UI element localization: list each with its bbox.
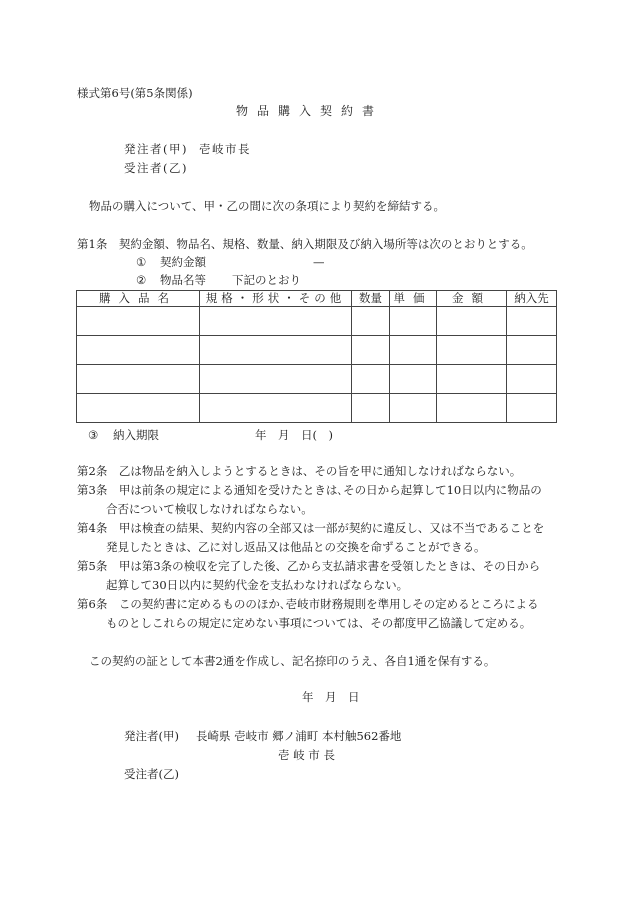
header-item-name: 購入品名	[77, 291, 200, 307]
item3-value: 年 月 日( )	[255, 428, 333, 442]
item1-number: ①	[136, 255, 147, 269]
header-orderer-name: 壱岐市長	[199, 142, 251, 156]
table-row	[77, 307, 557, 336]
cell-item-name[interactable]	[77, 365, 200, 394]
item2-label: 物品名等	[160, 273, 206, 287]
item3-label: 納入期限	[113, 428, 159, 442]
document-title: 物品購入契約書	[236, 104, 384, 118]
cell-specification[interactable]	[200, 336, 352, 365]
header-delivery-place: 納入先	[507, 291, 557, 307]
signature-orderer-label: 発注者(甲)	[124, 729, 179, 743]
table-row	[77, 336, 557, 365]
table-row	[77, 394, 557, 423]
cell-delivery-place[interactable]	[507, 365, 557, 394]
cell-specification[interactable]	[200, 394, 352, 423]
cell-specification[interactable]	[200, 307, 352, 336]
cell-delivery-place[interactable]	[507, 307, 557, 336]
signature-orderer-name: 壱 岐 市 長	[278, 748, 335, 762]
article-3-cont: 合否について検収しなければならない。	[106, 502, 313, 516]
cell-unit-price[interactable]	[390, 394, 437, 423]
cell-item-name[interactable]	[77, 336, 200, 365]
cell-unit-price[interactable]	[390, 336, 437, 365]
cell-amount[interactable]	[437, 307, 507, 336]
cell-delivery-place[interactable]	[507, 336, 557, 365]
header-amount: 金額	[437, 291, 507, 307]
header-unit-price: 単価	[390, 291, 437, 307]
cell-item-name[interactable]	[77, 394, 200, 423]
table-row	[77, 365, 557, 394]
signature-contractor-label: 受注者(乙)	[124, 767, 179, 781]
header-orderer-label: 発注者(甲)	[124, 142, 188, 156]
preamble: 物品の購入について、甲・乙の間に次の条項により契約を締結する。	[89, 199, 446, 213]
cell-amount[interactable]	[437, 336, 507, 365]
article-5-cont: 起算して30日以内に契約代金を支払わなければならない。	[106, 578, 409, 592]
article-6: 第6条 この契約書に定めるもののほか､壱岐市財務規則を準用しその定めるところによる	[77, 597, 539, 611]
item2-value: 下記のとおり	[232, 273, 301, 287]
item1-value: —	[313, 255, 325, 269]
article-2: 第2条 乙は物品を納入しようとするときは、その旨を甲に通知しなければならない。	[77, 464, 522, 478]
cell-quantity[interactable]	[352, 336, 390, 365]
cell-item-name[interactable]	[77, 307, 200, 336]
form-label: 様式第6号(第5条関係)	[77, 86, 193, 100]
cell-quantity[interactable]	[352, 307, 390, 336]
header-contractor-label: 受注者(乙)	[124, 161, 188, 175]
article-1: 第1条 契約金額、物品名、規格、数量、納入期限及び納入場所等は次のとおりとする。	[77, 237, 533, 251]
article-4-cont: 発見したときは、乙に対し返品又は他品との交換を命ずることができる。	[106, 540, 486, 554]
cell-specification[interactable]	[200, 365, 352, 394]
header-quantity: 数量	[352, 291, 390, 307]
cell-quantity[interactable]	[352, 394, 390, 423]
items-table	[76, 290, 557, 423]
cell-amount[interactable]	[437, 365, 507, 394]
article-4: 第4条 甲は検査の結果、契約内容の全部又は一部が契約に違反し、又は不当であることを	[77, 521, 545, 535]
contract-date: 年 月 日	[302, 690, 360, 704]
item3-number: ③	[88, 428, 99, 442]
item2-number: ②	[136, 273, 147, 287]
closing-statement: この契約の証として本書2通を作成し、記名捺印のうえ、各自1通を保有する。	[89, 654, 496, 668]
table-header-row	[77, 291, 557, 307]
cell-unit-price[interactable]	[390, 365, 437, 394]
item1-label: 契約金額	[160, 255, 206, 269]
cell-amount[interactable]	[437, 394, 507, 423]
article-3: 第3条 甲は前条の規定による通知を受けたときは､その日から起算して10日以内に物品の	[77, 483, 542, 497]
header-specification: 規格・形状・その他	[200, 291, 352, 307]
article-6-cont: ものとしこれらの規定に定めない事項については、その都度甲乙協議して定める。	[106, 616, 532, 630]
cell-unit-price[interactable]	[390, 307, 437, 336]
cell-delivery-place[interactable]	[507, 394, 557, 423]
cell-quantity[interactable]	[352, 365, 390, 394]
article-5: 第5条 甲は第3条の検収を完了した後、乙から支払請求書を受領したときは、その日から	[77, 559, 541, 573]
signature-orderer-address: 長崎県 壱岐市 郷ノ浦町 本村触562番地	[196, 729, 402, 743]
